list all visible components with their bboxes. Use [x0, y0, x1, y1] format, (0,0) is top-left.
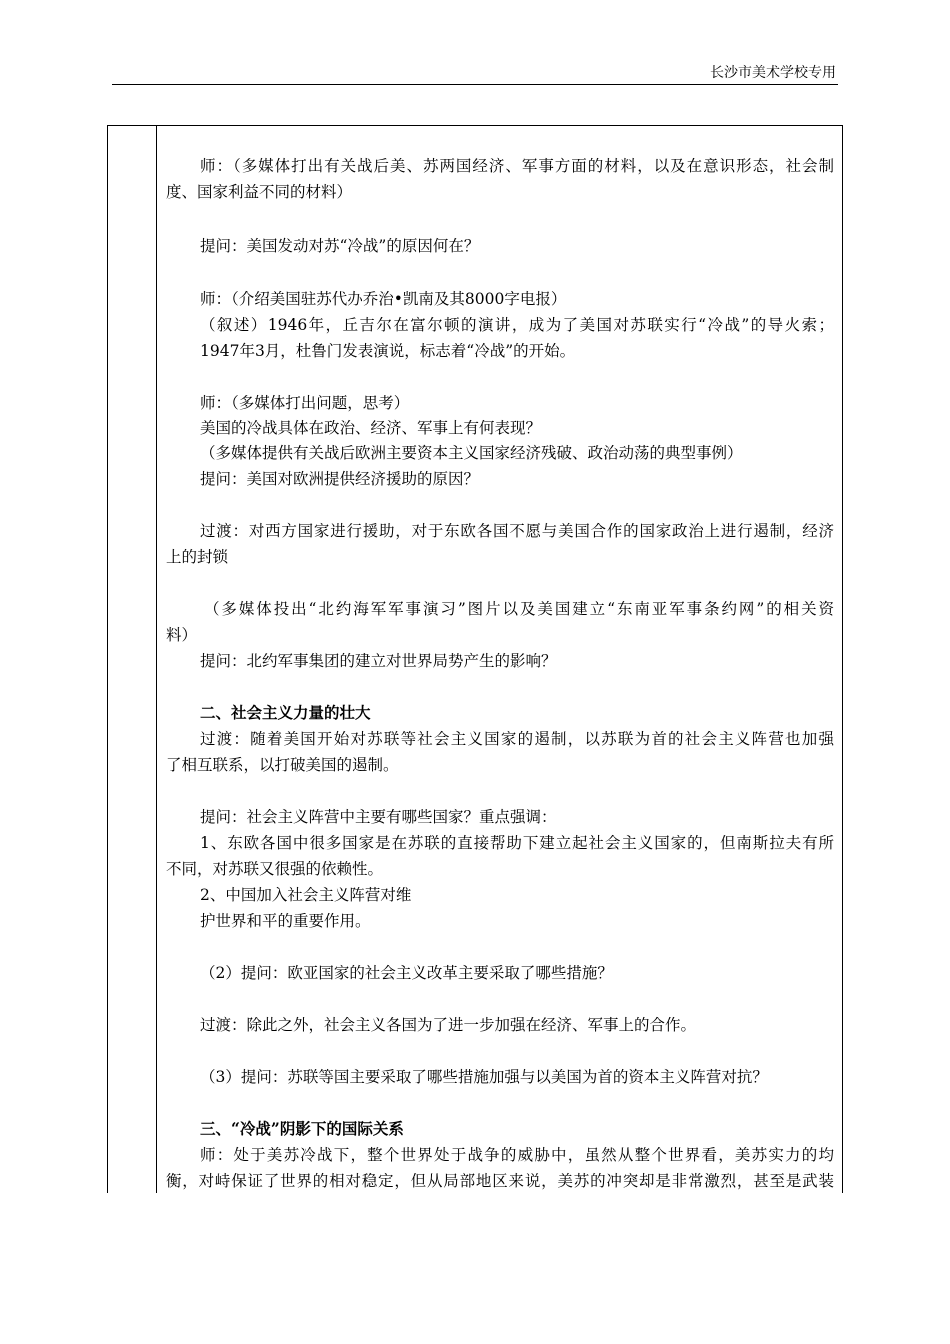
text-line: 度、国家利益不同的材料）: [166, 183, 353, 201]
school-header: 长沙市美术学校专用: [710, 65, 836, 81]
text-line: （2）提问：欧亚国家的社会主义改革主要采取了哪些措施？: [200, 964, 613, 982]
section-heading-2: 二、社会主义力量的壮大: [200, 703, 371, 722]
text-line: 师：（多媒体打出问题，思考）: [200, 394, 410, 412]
text-line: 美国的冷战具体在政治、经济、军事上有何表现？: [200, 419, 542, 437]
text-line: 师：处于美苏冷战下，整个世界处于战争的威胁中，虽然从整个世界看，美苏实力的均: [200, 1146, 834, 1164]
text-line: 提问：美国发动对苏“冷战”的原因何在？: [200, 237, 480, 255]
text-line: 护世界和平的重要作用。: [200, 912, 371, 930]
text-line: 过渡：随着美国开始对苏联等社会主义国家的遏制，以苏联为首的社会主义阵营也加强: [200, 730, 834, 748]
text-line: 过渡：对西方国家进行援助，对于东欧各国不愿与美国合作的国家政治上进行遏制，经济: [200, 522, 834, 540]
header-rule: [112, 84, 838, 85]
text-line: 师：（多媒体打出有关战后美、苏两国经济、军事方面的材料，以及在意识形态，社会制: [200, 157, 834, 175]
text-line: 提问：社会主义阵营中主要有哪些国家？重点强调：: [200, 808, 557, 826]
text-line: 了相互联系，以打破美国的遏制。: [166, 756, 399, 774]
text-line: 提问：北约军事集团的建立对世界局势产生的影响？: [200, 652, 557, 670]
text-line: （多媒体提供有关战后欧洲主要资本主义国家经济残破、政治动荡的典型事例）: [200, 444, 743, 462]
text-line: （叙述）1946年，丘吉尔在富尔顿的演讲，成为了美国对苏联实行“冷战”的导火索；: [200, 316, 834, 334]
text-line: （多媒体投出“北约海军军事演习”图片以及美国建立“东南亚军事条约网”的相关资: [204, 600, 834, 618]
text-line: 过渡：除此之外，社会主义各国为了进一步加强在经济、军事上的合作。: [200, 1016, 697, 1034]
lesson-table: [107, 125, 843, 1193]
text-line: 1、东欧各国中很多国家是在苏联的直接帮助下建立起社会主义国家的，但南斯拉夫有所: [200, 834, 834, 852]
text-line: （3）提问：苏联等国主要采取了哪些措施加强与以美国为首的资本主义阵营对抗？: [200, 1068, 768, 1086]
section-heading-3: 三、“冷战”阴影下的国际关系: [200, 1119, 404, 1138]
text-line: 2、中国加入社会主义阵营对维: [200, 886, 412, 904]
text-line: 师：（介绍美国驻苏代办乔治•凯南及其8000字电报）: [200, 290, 567, 308]
text-line: 不同，对苏联又很强的依赖性。: [166, 860, 384, 878]
column-divider: [156, 126, 157, 1193]
text-line: 上的封锁: [166, 548, 229, 566]
text-line: 衡，对峙保证了世界的相对稳定，但从局部地区来说，美苏的冲突却是非常激烈，甚至是武装: [166, 1172, 834, 1190]
text-line: 料）: [166, 626, 198, 644]
text-line: 提问：美国对欧洲提供经济援助的原因？: [200, 470, 480, 488]
text-line: 1947年3月，杜鲁门发表演说，标志着“冷战”的开始。: [200, 342, 576, 360]
